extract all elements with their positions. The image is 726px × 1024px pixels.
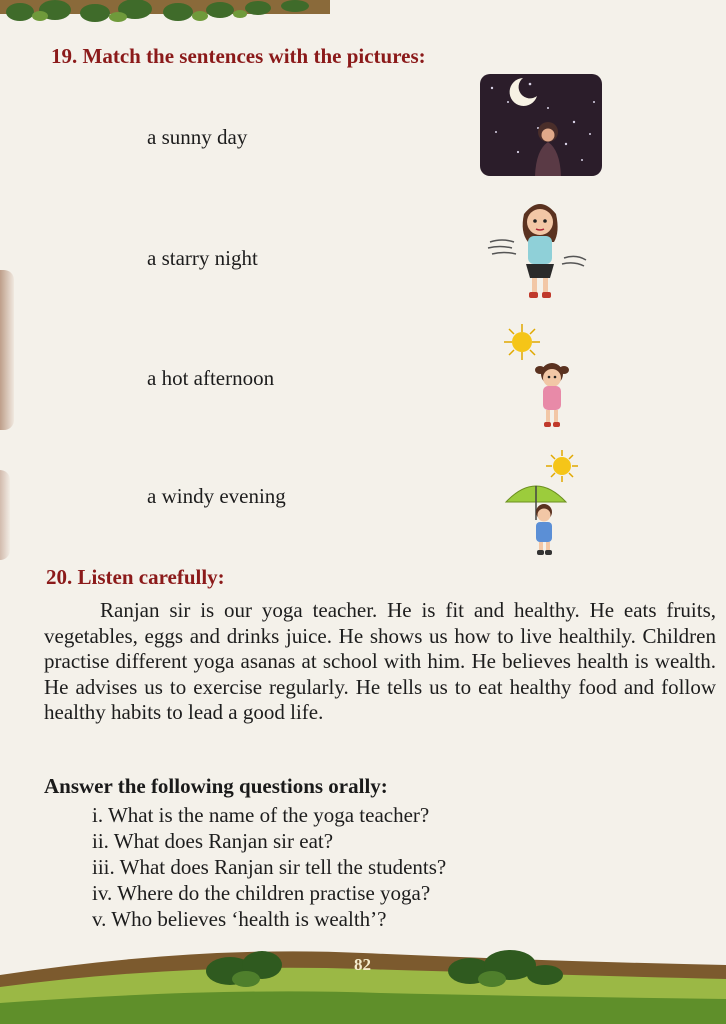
page-edge-shadow bbox=[0, 270, 14, 430]
question-item: iv. Where do the children practise yoga? bbox=[92, 881, 431, 905]
exercise-19-heading: 19. Match the sentences with the pictures: bbox=[51, 44, 426, 68]
match-sentence-sunny-day: a sunny day bbox=[147, 125, 248, 149]
question-item: i. What is the name of the yoga teacher? bbox=[92, 803, 430, 827]
listening-passage bbox=[44, 598, 716, 726]
question-list bbox=[92, 802, 446, 932]
hot-afternoon-girl-picture bbox=[500, 320, 584, 430]
page-number: 82 bbox=[354, 955, 371, 974]
bottom-grass-decoration bbox=[0, 935, 726, 1024]
passage-text: Ranjan sir is our yoga teacher. He is fit and healthy. He eats fruits, vegetables, eggs and drinks juice. He shows us how to live healthily. Children practise different yoga asanas at school with him. He believes health is wealth. He advises us to exercise regularly. He tells us to eat healthy food and follow healthy habits to lead a good life. bbox=[44, 598, 716, 724]
top-leaf-decoration bbox=[0, 0, 330, 26]
question-item: ii. What does Ranjan sir eat? bbox=[92, 829, 334, 853]
match-sentence-hot-afternoon: a hot afternoon bbox=[147, 366, 275, 390]
match-sentence-starry-night: a starry night bbox=[147, 246, 258, 270]
oral-questions-heading: Answer the following questions orally: bbox=[44, 774, 388, 798]
question-item: iii. What does Ranjan sir tell the students? bbox=[92, 855, 447, 879]
windy-evening-girl-picture bbox=[484, 192, 592, 304]
starry-night-picture bbox=[478, 72, 604, 178]
match-sentence-windy-evening: a windy evening bbox=[147, 484, 286, 508]
question-item: v. Who believes ‘health is wealth’? bbox=[92, 907, 387, 931]
page-edge-shadow bbox=[0, 470, 10, 560]
sunny-day-umbrella-girl-picture bbox=[500, 448, 588, 558]
exercise-20-heading: 20. Listen carefully: bbox=[46, 565, 225, 589]
